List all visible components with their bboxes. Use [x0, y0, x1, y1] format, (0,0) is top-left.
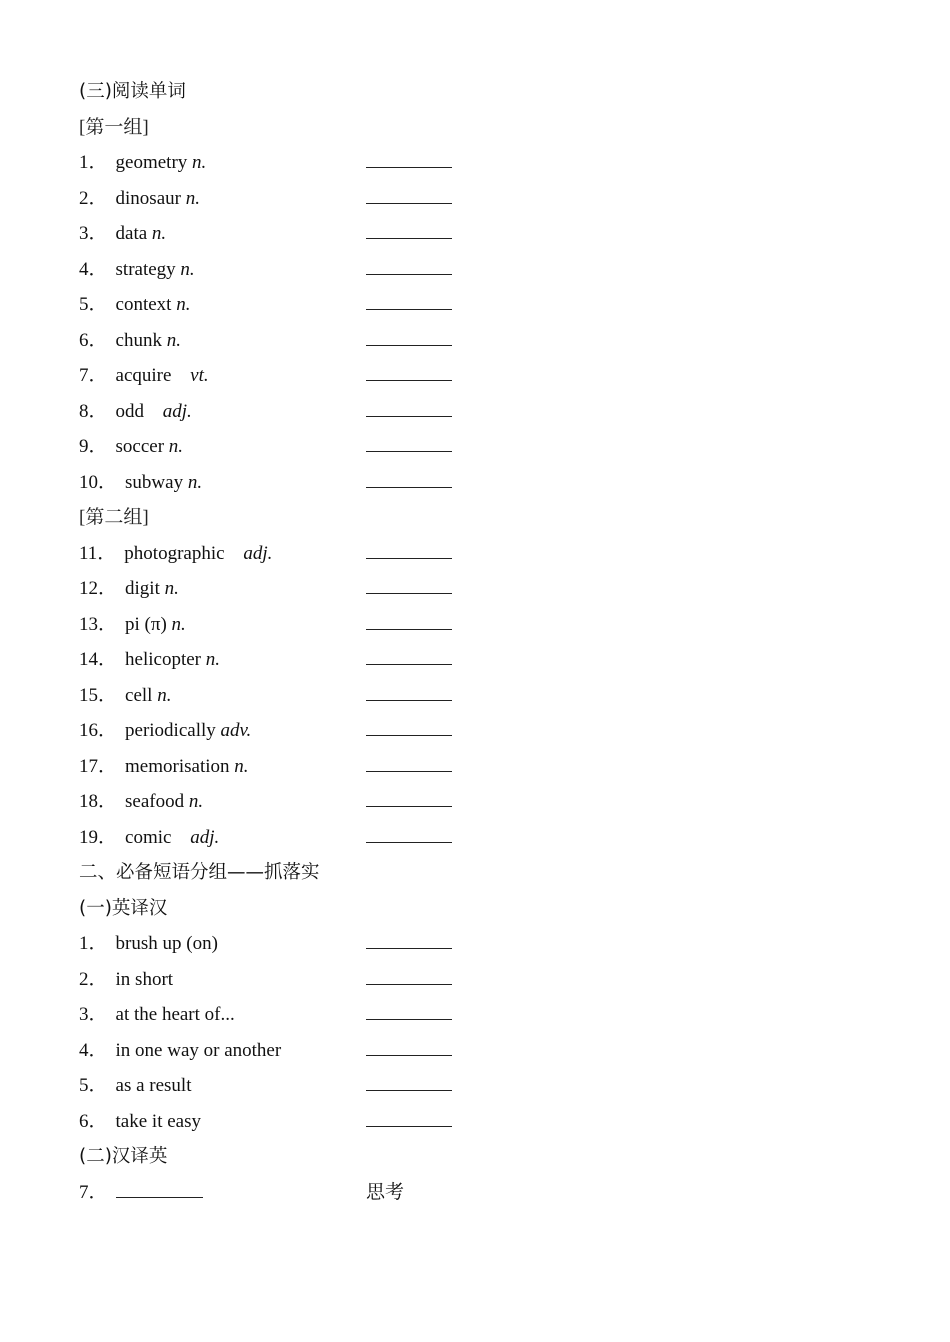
word-item [79, 287, 899, 323]
word-item [79, 181, 899, 217]
item-number: 5． [79, 1075, 108, 1096]
subsection-en-cn-heading: (一)英译汉 [79, 897, 168, 919]
word-term: seafood [125, 791, 185, 812]
item-number: 11． [79, 542, 117, 564]
answer-blank[interactable] [366, 664, 452, 665]
word-item [79, 394, 899, 430]
item-number: 5． [79, 294, 108, 315]
phrase-item [79, 1104, 899, 1140]
group-1-label: [第一组] [79, 116, 149, 138]
word-item [79, 145, 899, 181]
word-item [79, 607, 899, 643]
word-item [79, 820, 899, 856]
word-term: odd [115, 400, 145, 422]
item-number: 2． [79, 968, 108, 990]
part-of-speech: n. [157, 684, 172, 706]
word-term: subway [125, 471, 184, 493]
part-of-speech: n. [192, 152, 207, 173]
phrase-term: in one way or another [115, 1039, 282, 1061]
item-number: 7． [79, 365, 108, 386]
word-item [79, 571, 899, 607]
word-term: cell [125, 684, 153, 706]
part-of-speech: adv. [220, 720, 252, 741]
part-of-speech: adj. [190, 826, 220, 848]
answer-blank[interactable] [366, 274, 452, 275]
answer-blank[interactable] [366, 700, 452, 701]
answer-blank[interactable] [366, 771, 452, 772]
answer-blank[interactable] [366, 1019, 452, 1020]
word-item [79, 642, 899, 678]
word-item [79, 216, 899, 252]
word-term: comic [125, 826, 172, 848]
translation-item [79, 1175, 899, 1211]
part-of-speech: n. [187, 471, 203, 493]
answer-blank[interactable] [366, 806, 452, 807]
word-item [79, 323, 899, 359]
item-number: 19． [79, 826, 118, 848]
word-term: strategy [115, 258, 176, 280]
item-number: 15． [79, 684, 118, 706]
part-of-speech: vt. [190, 365, 209, 386]
word-term: dinosaur [115, 187, 181, 209]
item-number: 1． [79, 933, 108, 954]
item-number: 4． [79, 1039, 108, 1061]
part-of-speech: n. [151, 223, 167, 244]
word-term: data [115, 223, 148, 244]
answer-blank[interactable] [366, 203, 452, 204]
item-number: 6． [79, 1110, 108, 1132]
item-number: 2． [79, 187, 108, 209]
part-of-speech: n. [188, 791, 204, 812]
group-2-label: [第二组] [79, 507, 149, 528]
part-of-speech: n. [171, 613, 186, 635]
phrase-term: as a result [115, 1075, 192, 1096]
part-of-speech: n. [180, 258, 195, 280]
word-term: memorisation [125, 755, 230, 777]
word-term: pi (π) [125, 613, 167, 635]
answer-blank[interactable] [366, 309, 452, 310]
item-number: 8． [79, 400, 108, 422]
word-term: geometry [115, 152, 188, 173]
word-term: acquire [115, 365, 172, 386]
word-item [79, 784, 899, 820]
answer-blank[interactable] [366, 842, 452, 843]
item-number: 3． [79, 1004, 108, 1025]
word-term: chunk [115, 329, 162, 351]
item-number: 6． [79, 329, 108, 351]
answer-blank[interactable] [366, 167, 452, 168]
phrase-item [79, 962, 899, 998]
part-of-speech: n. [205, 649, 220, 670]
chinese-prompt: 思考 [366, 1181, 405, 1203]
worksheet [79, 74, 899, 1210]
word-item [79, 713, 899, 749]
answer-blank[interactable] [366, 1055, 452, 1056]
answer-blank[interactable] [366, 487, 452, 488]
answer-blank[interactable] [366, 1090, 452, 1091]
item-number: 1． [79, 152, 108, 173]
answer-blank[interactable] [366, 1126, 452, 1127]
item-number: 7． [79, 1181, 108, 1203]
item-number: 3． [79, 223, 108, 244]
answer-blank[interactable] [116, 1175, 203, 1198]
section-phrases-heading: 二、必备短语分组——抓落实 [79, 862, 320, 883]
part-of-speech: n. [168, 436, 184, 457]
word-item [79, 465, 899, 501]
phrase-term: take it easy [115, 1110, 201, 1132]
phrase-item [79, 997, 899, 1033]
answer-blank[interactable] [366, 451, 452, 452]
word-item [79, 429, 899, 465]
part-of-speech: adj. [243, 542, 273, 564]
word-item [79, 536, 899, 572]
answer-blank[interactable] [366, 593, 452, 594]
answer-blank[interactable] [366, 948, 452, 949]
part-of-speech: n. [164, 578, 179, 599]
word-item [79, 749, 899, 785]
item-number: 18． [79, 791, 118, 812]
phrase-term: in short [115, 968, 174, 990]
word-item [79, 252, 899, 288]
subsection-cn-en-heading: (二)汉译英 [79, 1146, 168, 1167]
part-of-speech: n. [166, 329, 181, 351]
item-number: 17． [79, 755, 118, 777]
phrase-term: at the heart of... [115, 1004, 235, 1025]
word-term: digit [125, 578, 160, 599]
phrase-item [79, 1033, 899, 1069]
answer-blank[interactable] [366, 735, 452, 736]
phrase-item [79, 1068, 899, 1104]
item-number: 9． [79, 436, 108, 457]
word-term: soccer [115, 436, 165, 457]
answer-blank[interactable] [366, 984, 452, 985]
part-of-speech: n. [234, 755, 249, 777]
word-item [79, 358, 899, 394]
section-reading-heading: (三)阅读单词 [79, 81, 186, 102]
word-item [79, 678, 899, 714]
item-number: 13． [79, 613, 118, 635]
answer-blank[interactable] [366, 629, 452, 630]
word-term: periodically [125, 720, 216, 741]
word-term: photographic [124, 542, 225, 564]
item-number: 12． [79, 578, 118, 599]
part-of-speech: adj. [162, 400, 192, 422]
answer-blank[interactable] [366, 380, 452, 381]
phrase-term: brush up (on) [115, 933, 218, 954]
answer-blank[interactable] [366, 416, 452, 417]
part-of-speech: n. [185, 187, 200, 209]
item-number: 4． [79, 258, 108, 280]
item-number: 10． [79, 471, 118, 493]
word-term: context [115, 294, 172, 315]
item-number: 14． [79, 649, 118, 670]
part-of-speech: n. [176, 294, 191, 315]
phrase-item [79, 926, 899, 962]
answer-blank[interactable] [366, 345, 452, 346]
answer-blank[interactable] [366, 558, 452, 559]
word-term: helicopter [125, 649, 201, 670]
item-number: 16． [79, 720, 118, 741]
answer-blank[interactable] [366, 238, 452, 239]
